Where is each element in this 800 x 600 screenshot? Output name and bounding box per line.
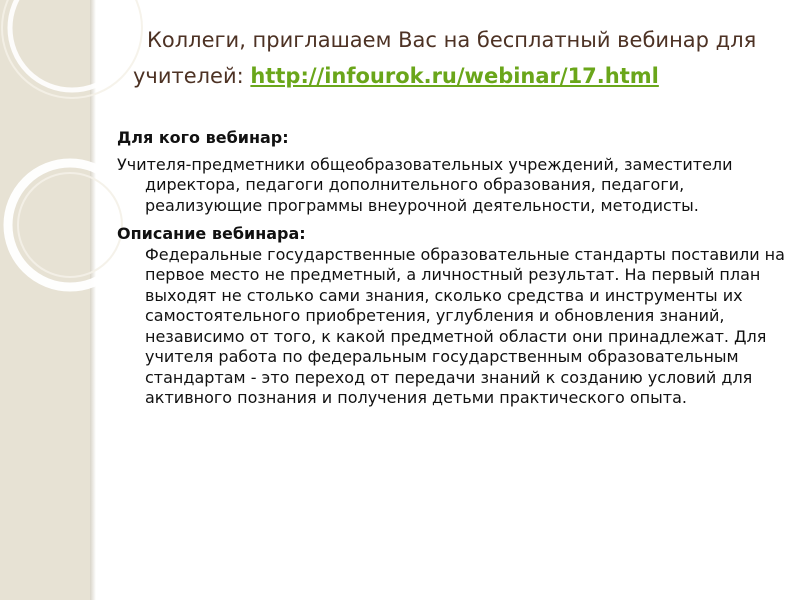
audience-heading: Для кого вебинар:: [117, 128, 289, 147]
ring-small-inner: [2, 0, 142, 98]
title-text: Коллеги, приглашаем Вас на бесплатный вебинар для учителей:: [133, 28, 757, 88]
webinar-link[interactable]: http://infourok.ru/webinar/17.html: [250, 64, 659, 88]
audience-text: Учителя-предметники общеобразовательных учреждений, заместители директора, педагоги дополнительного образования, педагоги, реализующие программы внеурочной деятельности, методисты.: [117, 154, 733, 215]
description-heading: Описание вебинара:: [117, 224, 306, 243]
description-block: [117, 224, 787, 409]
content-body: [117, 128, 787, 409]
ring-small: [10, 0, 134, 90]
ring-large: [8, 163, 132, 287]
page-title: [133, 22, 773, 94]
ring-large-inner: [18, 173, 122, 277]
description-text: Федеральные государственные образовательные стандарты поставили на первое место не предметный, а личностный результат. На первый план выходят не столько сами знания, сколько средства и инструменты их самостоятельного приобретения, углубления и обновления знаний, независимо от того, к какой предметной области они принадлежат. Для учителя работа по федеральным государственным образовательным стандартам - это переход от передачи знаний к созданию условий для активного познания и получения детьми практического опыта.: [145, 244, 785, 407]
